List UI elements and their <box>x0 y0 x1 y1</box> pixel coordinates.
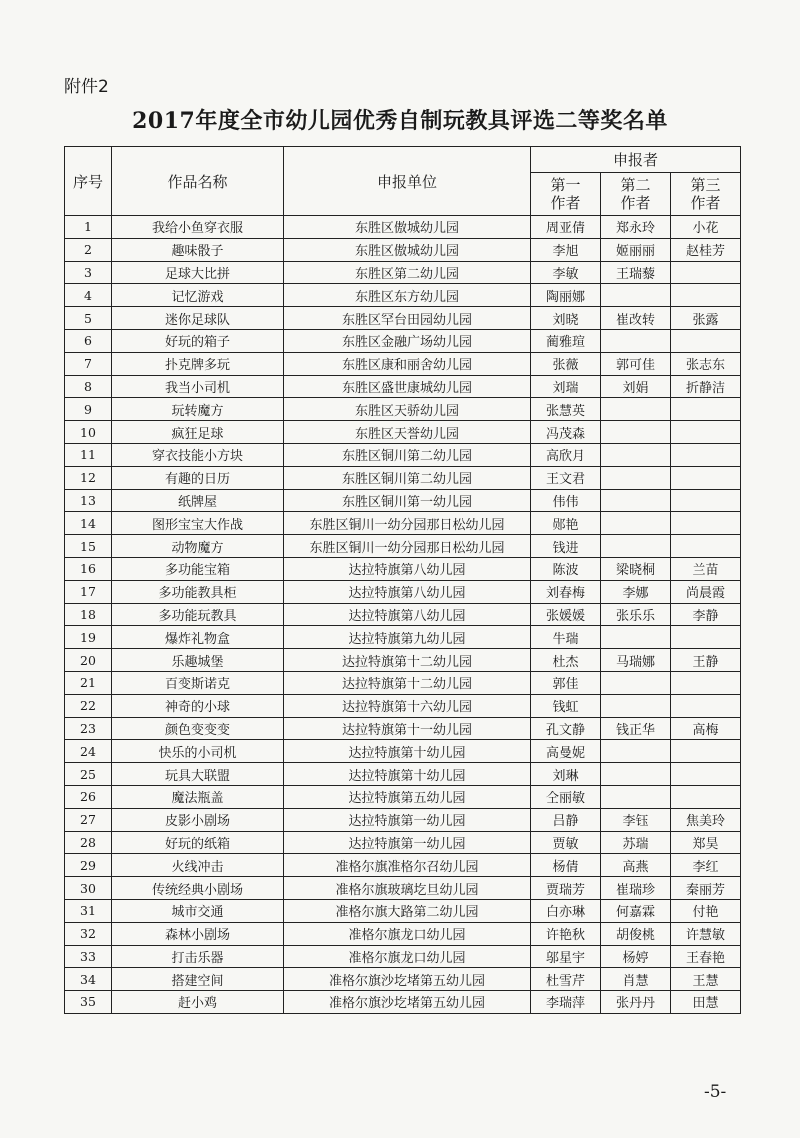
cell-third-author: 秦丽芳 <box>671 877 741 900</box>
cell-no: 26 <box>65 785 112 808</box>
cell-work-name: 颜色变变变 <box>112 717 284 740</box>
cell-first-author: 陈波 <box>531 557 601 580</box>
cell-second-author: 王瑞藜 <box>601 261 671 284</box>
cell-first-author: 伟伟 <box>531 489 601 512</box>
cell-first-author: 钱进 <box>531 535 601 558</box>
cell-first-author: 刘琳 <box>531 763 601 786</box>
header-third-author-line2: 作者 <box>690 194 721 212</box>
cell-no: 22 <box>65 694 112 717</box>
cell-work-name: 火线冲击 <box>112 854 284 877</box>
header-first-author-line1: 第一 <box>550 176 581 194</box>
cell-second-author: 何嘉霖 <box>601 899 671 922</box>
cell-unit: 准格尔旗玻璃圪旦幼儿园 <box>284 877 531 900</box>
cell-no: 34 <box>65 968 112 991</box>
table-row <box>65 216 741 239</box>
cell-no: 12 <box>65 466 112 489</box>
cell-second-author: 钱正华 <box>601 717 671 740</box>
table-row <box>65 421 741 444</box>
cell-unit: 东胜区傲城幼儿园 <box>284 238 531 261</box>
cell-no: 27 <box>65 808 112 831</box>
cell-work-name: 玩具大联盟 <box>112 763 284 786</box>
cell-work-name: 打击乐器 <box>112 945 284 968</box>
cell-unit: 达拉特旗第八幼儿园 <box>284 603 531 626</box>
header-second-author-line1: 第二 <box>620 176 651 194</box>
cell-work-name: 多功能玩教具 <box>112 603 284 626</box>
cell-unit: 东胜区天骄幼儿园 <box>284 398 531 421</box>
cell-first-author: 杜杰 <box>531 649 601 672</box>
cell-second-author: 苏瑞 <box>601 831 671 854</box>
cell-third-author: 王慧 <box>671 968 741 991</box>
cell-unit: 准格尔旗龙口幼儿园 <box>284 945 531 968</box>
cell-first-author: 张薇 <box>531 352 601 375</box>
cell-second-author: 崔改转 <box>601 307 671 330</box>
cell-third-author <box>671 284 741 307</box>
cell-third-author: 王静 <box>671 649 741 672</box>
table-row <box>65 740 741 763</box>
cell-third-author: 李红 <box>671 854 741 877</box>
cell-first-author: 王文君 <box>531 466 601 489</box>
cell-no: 28 <box>65 831 112 854</box>
cell-work-name: 记忆游戏 <box>112 284 284 307</box>
cell-first-author: 贾敏 <box>531 831 601 854</box>
table-row <box>65 968 741 991</box>
cell-third-author <box>671 466 741 489</box>
cell-unit: 达拉特旗第十二幼儿园 <box>284 671 531 694</box>
cell-no: 8 <box>65 375 112 398</box>
cell-second-author <box>601 763 671 786</box>
table-row <box>65 557 741 580</box>
cell-unit: 达拉特旗第十幼儿园 <box>284 763 531 786</box>
cell-second-author: 胡俊桃 <box>601 922 671 945</box>
header-reporter: 申报者 <box>531 147 741 173</box>
cell-third-author: 郑昊 <box>671 831 741 854</box>
cell-unit: 东胜区金融广场幼儿园 <box>284 329 531 352</box>
table-row <box>65 489 741 512</box>
cell-work-name: 我给小鱼穿衣服 <box>112 216 284 239</box>
cell-work-name: 城市交通 <box>112 899 284 922</box>
cell-work-name: 魔法瓶盖 <box>112 785 284 808</box>
cell-third-author <box>671 398 741 421</box>
table-row <box>65 466 741 489</box>
cell-work-name: 扑克牌多玩 <box>112 352 284 375</box>
table-row <box>65 922 741 945</box>
cell-unit: 东胜区铜川第二幼儿园 <box>284 443 531 466</box>
cell-work-name: 搭建空间 <box>112 968 284 991</box>
cell-third-author <box>671 671 741 694</box>
cell-second-author <box>601 694 671 717</box>
cell-third-author <box>671 329 741 352</box>
table-row <box>65 831 741 854</box>
cell-unit: 东胜区铜川一幼分园那日松幼儿园 <box>284 512 531 535</box>
cell-second-author <box>601 489 671 512</box>
cell-unit: 东胜区盛世康城幼儿园 <box>284 375 531 398</box>
cell-second-author <box>601 626 671 649</box>
cell-first-author: 冯茂森 <box>531 421 601 444</box>
cell-first-author: 张媛媛 <box>531 603 601 626</box>
cell-second-author <box>601 329 671 352</box>
cell-first-author: 白亦琳 <box>531 899 601 922</box>
cell-second-author <box>601 443 671 466</box>
cell-work-name: 动物魔方 <box>112 535 284 558</box>
table-row <box>65 329 741 352</box>
cell-third-author <box>671 443 741 466</box>
cell-third-author <box>671 694 741 717</box>
cell-second-author: 刘娟 <box>601 375 671 398</box>
cell-work-name: 多功能宝箱 <box>112 557 284 580</box>
cell-first-author: 杨倩 <box>531 854 601 877</box>
table-row <box>65 603 741 626</box>
cell-unit: 东胜区康和丽舍幼儿园 <box>284 352 531 375</box>
cell-work-name: 赶小鸡 <box>112 991 284 1014</box>
table-row <box>65 352 741 375</box>
cell-first-author: 刘春梅 <box>531 580 601 603</box>
cell-third-author <box>671 763 741 786</box>
cell-second-author <box>601 284 671 307</box>
cell-no: 4 <box>65 284 112 307</box>
cell-first-author: 李敏 <box>531 261 601 284</box>
cell-no: 25 <box>65 763 112 786</box>
cell-first-author: 张慧英 <box>531 398 601 421</box>
cell-third-author <box>671 740 741 763</box>
cell-first-author: 邬星宇 <box>531 945 601 968</box>
cell-work-name: 我当小司机 <box>112 375 284 398</box>
table-row <box>65 512 741 535</box>
cell-work-name: 穿衣技能小方块 <box>112 443 284 466</box>
cell-work-name: 爆炸礼物盒 <box>112 626 284 649</box>
cell-first-author: 仝丽敏 <box>531 785 601 808</box>
cell-unit: 东胜区第二幼儿园 <box>284 261 531 284</box>
cell-no: 7 <box>65 352 112 375</box>
attachment-label: 附件2 <box>64 77 109 97</box>
cell-third-author <box>671 535 741 558</box>
cell-no: 5 <box>65 307 112 330</box>
cell-work-name: 百变斯诺克 <box>112 671 284 694</box>
cell-first-author: 钱虹 <box>531 694 601 717</box>
header-first-author-line2: 作者 <box>550 194 581 212</box>
cell-first-author: 郧艳 <box>531 512 601 535</box>
table-row <box>65 261 741 284</box>
table-row <box>65 375 741 398</box>
cell-no: 23 <box>65 717 112 740</box>
cell-third-author: 高梅 <box>671 717 741 740</box>
cell-third-author <box>671 489 741 512</box>
table-row <box>65 535 741 558</box>
cell-unit: 东胜区铜川第二幼儿园 <box>284 466 531 489</box>
cell-first-author: 高曼妮 <box>531 740 601 763</box>
cell-third-author: 折静洁 <box>671 375 741 398</box>
cell-unit: 准格尔旗准格尔召幼儿园 <box>284 854 531 877</box>
table-row <box>65 694 741 717</box>
table-row <box>65 945 741 968</box>
cell-unit: 东胜区天誉幼儿园 <box>284 421 531 444</box>
cell-second-author <box>601 671 671 694</box>
cell-work-name: 迷你足球队 <box>112 307 284 330</box>
cell-first-author: 郭佳 <box>531 671 601 694</box>
cell-work-name: 好玩的纸箱 <box>112 831 284 854</box>
cell-third-author <box>671 785 741 808</box>
cell-no: 16 <box>65 557 112 580</box>
table-row <box>65 443 741 466</box>
cell-third-author: 付艳 <box>671 899 741 922</box>
cell-third-author: 王春艳 <box>671 945 741 968</box>
cell-no: 31 <box>65 899 112 922</box>
cell-second-author <box>601 535 671 558</box>
cell-third-author <box>671 421 741 444</box>
cell-work-name: 皮影小剧场 <box>112 808 284 831</box>
cell-no: 32 <box>65 922 112 945</box>
cell-second-author: 张丹丹 <box>601 991 671 1014</box>
cell-no: 10 <box>65 421 112 444</box>
cell-third-author: 兰苗 <box>671 557 741 580</box>
cell-third-author: 张志东 <box>671 352 741 375</box>
cell-second-author: 李娜 <box>601 580 671 603</box>
cell-work-name: 好玩的箱子 <box>112 329 284 352</box>
cell-first-author: 李旭 <box>531 238 601 261</box>
cell-first-author: 牛瑞 <box>531 626 601 649</box>
table-body <box>65 216 741 1014</box>
table-row <box>65 238 741 261</box>
table-row <box>65 854 741 877</box>
cell-no: 14 <box>65 512 112 535</box>
cell-first-author: 李瑞萍 <box>531 991 601 1014</box>
cell-no: 15 <box>65 535 112 558</box>
table-row <box>65 398 741 421</box>
cell-work-name: 神奇的小球 <box>112 694 284 717</box>
cell-work-name: 快乐的小司机 <box>112 740 284 763</box>
cell-unit: 达拉特旗第十六幼儿园 <box>284 694 531 717</box>
cell-second-author: 姬丽丽 <box>601 238 671 261</box>
cell-second-author <box>601 398 671 421</box>
table-row <box>65 580 741 603</box>
cell-second-author: 郑永玲 <box>601 216 671 239</box>
cell-third-author <box>671 512 741 535</box>
cell-unit: 准格尔旗大路第二幼儿园 <box>284 899 531 922</box>
cell-unit: 东胜区东方幼儿园 <box>284 284 531 307</box>
cell-no: 6 <box>65 329 112 352</box>
cell-work-name: 传统经典小剧场 <box>112 877 284 900</box>
cell-work-name: 足球大比拼 <box>112 261 284 284</box>
cell-no: 30 <box>65 877 112 900</box>
cell-no: 21 <box>65 671 112 694</box>
cell-second-author: 马瑞娜 <box>601 649 671 672</box>
cell-work-name: 纸牌屋 <box>112 489 284 512</box>
cell-third-author: 田慧 <box>671 991 741 1014</box>
cell-work-name: 森林小剧场 <box>112 922 284 945</box>
table-row <box>65 284 741 307</box>
cell-unit: 达拉特旗第五幼儿园 <box>284 785 531 808</box>
cell-first-author: 刘瑞 <box>531 375 601 398</box>
header-third-author-line1: 第三 <box>690 176 721 194</box>
cell-no: 19 <box>65 626 112 649</box>
cell-first-author: 蔺雅瑄 <box>531 329 601 352</box>
cell-second-author: 杨婷 <box>601 945 671 968</box>
cell-unit: 东胜区铜川第一幼儿园 <box>284 489 531 512</box>
cell-no: 2 <box>65 238 112 261</box>
table-row <box>65 671 741 694</box>
cell-work-name: 多功能教具柜 <box>112 580 284 603</box>
page-title: 2017年度全市幼儿园优秀自制玩教具评选二等奖名单 <box>132 108 668 134</box>
cell-second-author <box>601 512 671 535</box>
cell-unit: 达拉特旗第一幼儿园 <box>284 808 531 831</box>
table-row <box>65 899 741 922</box>
table-row <box>65 763 741 786</box>
table-row <box>65 717 741 740</box>
cell-work-name: 趣味骰子 <box>112 238 284 261</box>
cell-no: 29 <box>65 854 112 877</box>
cell-unit: 达拉特旗第八幼儿园 <box>284 580 531 603</box>
cell-unit: 达拉特旗第十一幼儿园 <box>284 717 531 740</box>
cell-third-author: 李静 <box>671 603 741 626</box>
table-row <box>65 649 741 672</box>
cell-work-name: 乐趣城堡 <box>112 649 284 672</box>
cell-first-author: 吕静 <box>531 808 601 831</box>
cell-unit: 达拉特旗第十二幼儿园 <box>284 649 531 672</box>
cell-no: 17 <box>65 580 112 603</box>
award-table <box>64 146 741 1014</box>
cell-third-author: 张露 <box>671 307 741 330</box>
header-work-name: 作品名称 <box>112 147 284 216</box>
cell-unit: 准格尔旗沙圪堵第五幼儿园 <box>284 991 531 1014</box>
cell-no: 33 <box>65 945 112 968</box>
cell-unit: 达拉特旗第八幼儿园 <box>284 557 531 580</box>
cell-first-author: 陶丽娜 <box>531 284 601 307</box>
cell-second-author: 李钰 <box>601 808 671 831</box>
cell-no: 11 <box>65 443 112 466</box>
cell-unit: 东胜区傲城幼儿园 <box>284 216 531 239</box>
header-first-author <box>531 173 601 216</box>
cell-second-author: 高燕 <box>601 854 671 877</box>
table-row <box>65 785 741 808</box>
cell-first-author: 贾瑞芳 <box>531 877 601 900</box>
cell-work-name: 疯狂足球 <box>112 421 284 444</box>
table-row <box>65 626 741 649</box>
cell-no: 9 <box>65 398 112 421</box>
cell-third-author: 赵桂芳 <box>671 238 741 261</box>
cell-unit: 达拉特旗第九幼儿园 <box>284 626 531 649</box>
cell-first-author: 高欣月 <box>531 443 601 466</box>
cell-no: 24 <box>65 740 112 763</box>
cell-third-author: 尚晨霞 <box>671 580 741 603</box>
table-row <box>65 877 741 900</box>
cell-no: 20 <box>65 649 112 672</box>
cell-work-name: 玩转魔方 <box>112 398 284 421</box>
cell-no: 13 <box>65 489 112 512</box>
cell-no: 3 <box>65 261 112 284</box>
cell-third-author: 小花 <box>671 216 741 239</box>
cell-second-author: 肖慧 <box>601 968 671 991</box>
cell-third-author <box>671 261 741 284</box>
header-unit: 申报单位 <box>284 147 531 216</box>
page-number: -5- <box>704 1082 727 1102</box>
cell-unit: 东胜区铜川一幼分园那日松幼儿园 <box>284 535 531 558</box>
cell-third-author: 许慧敏 <box>671 922 741 945</box>
cell-second-author <box>601 785 671 808</box>
cell-unit: 达拉特旗第十幼儿园 <box>284 740 531 763</box>
cell-unit: 东胜区罕台田园幼儿园 <box>284 307 531 330</box>
cell-work-name: 有趣的日历 <box>112 466 284 489</box>
table-row <box>65 991 741 1014</box>
cell-first-author: 刘晓 <box>531 307 601 330</box>
header-second-author <box>601 173 671 216</box>
cell-unit: 准格尔旗龙口幼儿园 <box>284 922 531 945</box>
cell-second-author <box>601 466 671 489</box>
cell-no: 35 <box>65 991 112 1014</box>
cell-second-author <box>601 421 671 444</box>
table-row <box>65 808 741 831</box>
cell-first-author: 许艳秋 <box>531 922 601 945</box>
cell-no: 18 <box>65 603 112 626</box>
cell-first-author: 周亚倩 <box>531 216 601 239</box>
cell-second-author: 张乐乐 <box>601 603 671 626</box>
cell-unit: 达拉特旗第一幼儿园 <box>284 831 531 854</box>
cell-second-author: 梁晓桐 <box>601 557 671 580</box>
cell-work-name: 图形宝宝大作战 <box>112 512 284 535</box>
cell-second-author: 郭可佳 <box>601 352 671 375</box>
header-no: 序号 <box>65 147 112 216</box>
cell-unit: 准格尔旗沙圪堵第五幼儿园 <box>284 968 531 991</box>
table-row <box>65 307 741 330</box>
header-third-author <box>671 173 741 216</box>
cell-first-author: 孔文静 <box>531 717 601 740</box>
cell-first-author: 杜雪芹 <box>531 968 601 991</box>
cell-third-author: 焦美玲 <box>671 808 741 831</box>
header-second-author-line2: 作者 <box>620 194 651 212</box>
cell-third-author <box>671 626 741 649</box>
cell-no: 1 <box>65 216 112 239</box>
cell-second-author <box>601 740 671 763</box>
cell-second-author: 崔瑞珍 <box>601 877 671 900</box>
